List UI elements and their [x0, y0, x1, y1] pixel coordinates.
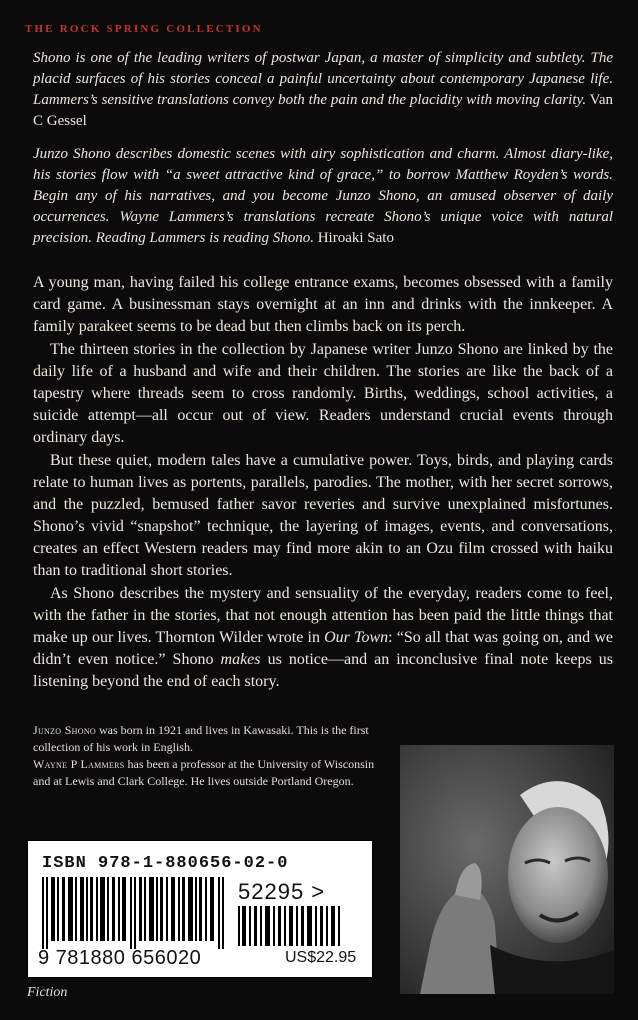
isbn-number: ISBN 978-1-880656-02-0 — [42, 854, 289, 873]
quote-author: Van C Gessel — [33, 92, 613, 129]
addon-barcode-bars — [238, 906, 348, 946]
review-quotes — [33, 48, 613, 261]
series-title: THE ROCK SPRING COLLECTION — [25, 23, 263, 35]
author-portrait-image — [400, 745, 614, 994]
description-paragraph: A young man, having failed his college entrance exams, becomes obsessed with a family card game. A businessman stays overnight at an inn and drinks with the innkeeper. A family parakeet seems to be dead but then climbs back on its perch. — [33, 274, 613, 335]
translator-name: Wayne P Lammers — [33, 757, 125, 771]
translator-bio: has been a professor at the University of Wisconsin and at Lewis and Clark College. He lives outside Portland Oregon. — [33, 757, 375, 788]
description-paragraph: But these quiet, modern tales have a cumulative power. Toys, birds, and playing cards relate to human lives as portents, parallels, parodies. The mother, with her secret sorrows, and the puzzled, bemused father savor reveries and survive unexplained misfortunes. Shono’s vivid “snapshot” technique, the layering of images, events, and conversations, creates an effect Western readers may find more akin to an Ozu film crossed with haiku than to traditional short stories. — [33, 452, 613, 579]
text-run: As Shono describes the mystery and sensuality of the everyday, readers come to feel, with the father in the stories, that not enough attention has been paid the little things that make up our lives. Thornton Wilder wrote in — [33, 585, 613, 646]
isbn-barcode — [27, 840, 373, 978]
description-paragraph — [33, 583, 613, 693]
book-title-ref: Our Town — [324, 629, 389, 646]
quote-1 — [33, 48, 613, 132]
price-addon-code: 52295 > — [238, 879, 326, 904]
text-run: : “So all that was going on, and we didn’t even notice.” Shono — [33, 629, 613, 668]
category-label: Fiction — [27, 985, 68, 1000]
author-name: Junzo Shono — [33, 723, 96, 737]
contributor-bios — [33, 722, 386, 790]
quote-text: Shono is one of the leading writers of postwar Japan, a master of simplicity and subtlety. The placid surfaces of his stories conceal a painful uncertainty about contemporary Japanese life. Lammers’s sensitive translations convey both the pain and the placidity with moving clarity. — [33, 50, 613, 108]
description-paragraph: The thirteen stories in the collection by Japanese writer Junzo Shono are linked by the daily life of a husband and wife and their children. The stories are like the back of a tapestry where threads seem to cross randomly. Births, weddings, school activities, a suicide attempt—all occur out of view. Readers understand crucial events through ordinary days. — [33, 341, 613, 446]
text-run: us notice—and an inconclusive final note keeps us listening beyond the end of each story. — [33, 651, 613, 690]
quote-author: Hiroaki Sato — [317, 230, 394, 246]
book-description — [33, 272, 613, 693]
quote-text: Junzo Shono describes domestic scenes with airy sophistication and charm. Almost diary-like, his stories flow with “a sweet attractive kind of grace,” to borrow Matthew Royden’s words. Begin any of his narratives, and you become Junzo Shono, an amused observer of daily occurrences. Wayne Lammers’s translations recreate Shono’s unique voice with natural precision. Reading Lammers is reading Shono. — [33, 146, 613, 246]
ean-barcode-bars — [42, 877, 232, 949]
author-photo — [400, 745, 614, 994]
emphasis: makes — [220, 651, 261, 668]
price: US$22.95 — [285, 949, 357, 966]
quote-2 — [33, 144, 613, 249]
author-bio: was born in 1921 and lives in Kawasaki. This is the first collection of his work in English. — [33, 723, 369, 754]
ean-digits: 9 781880 656020 — [38, 947, 202, 969]
